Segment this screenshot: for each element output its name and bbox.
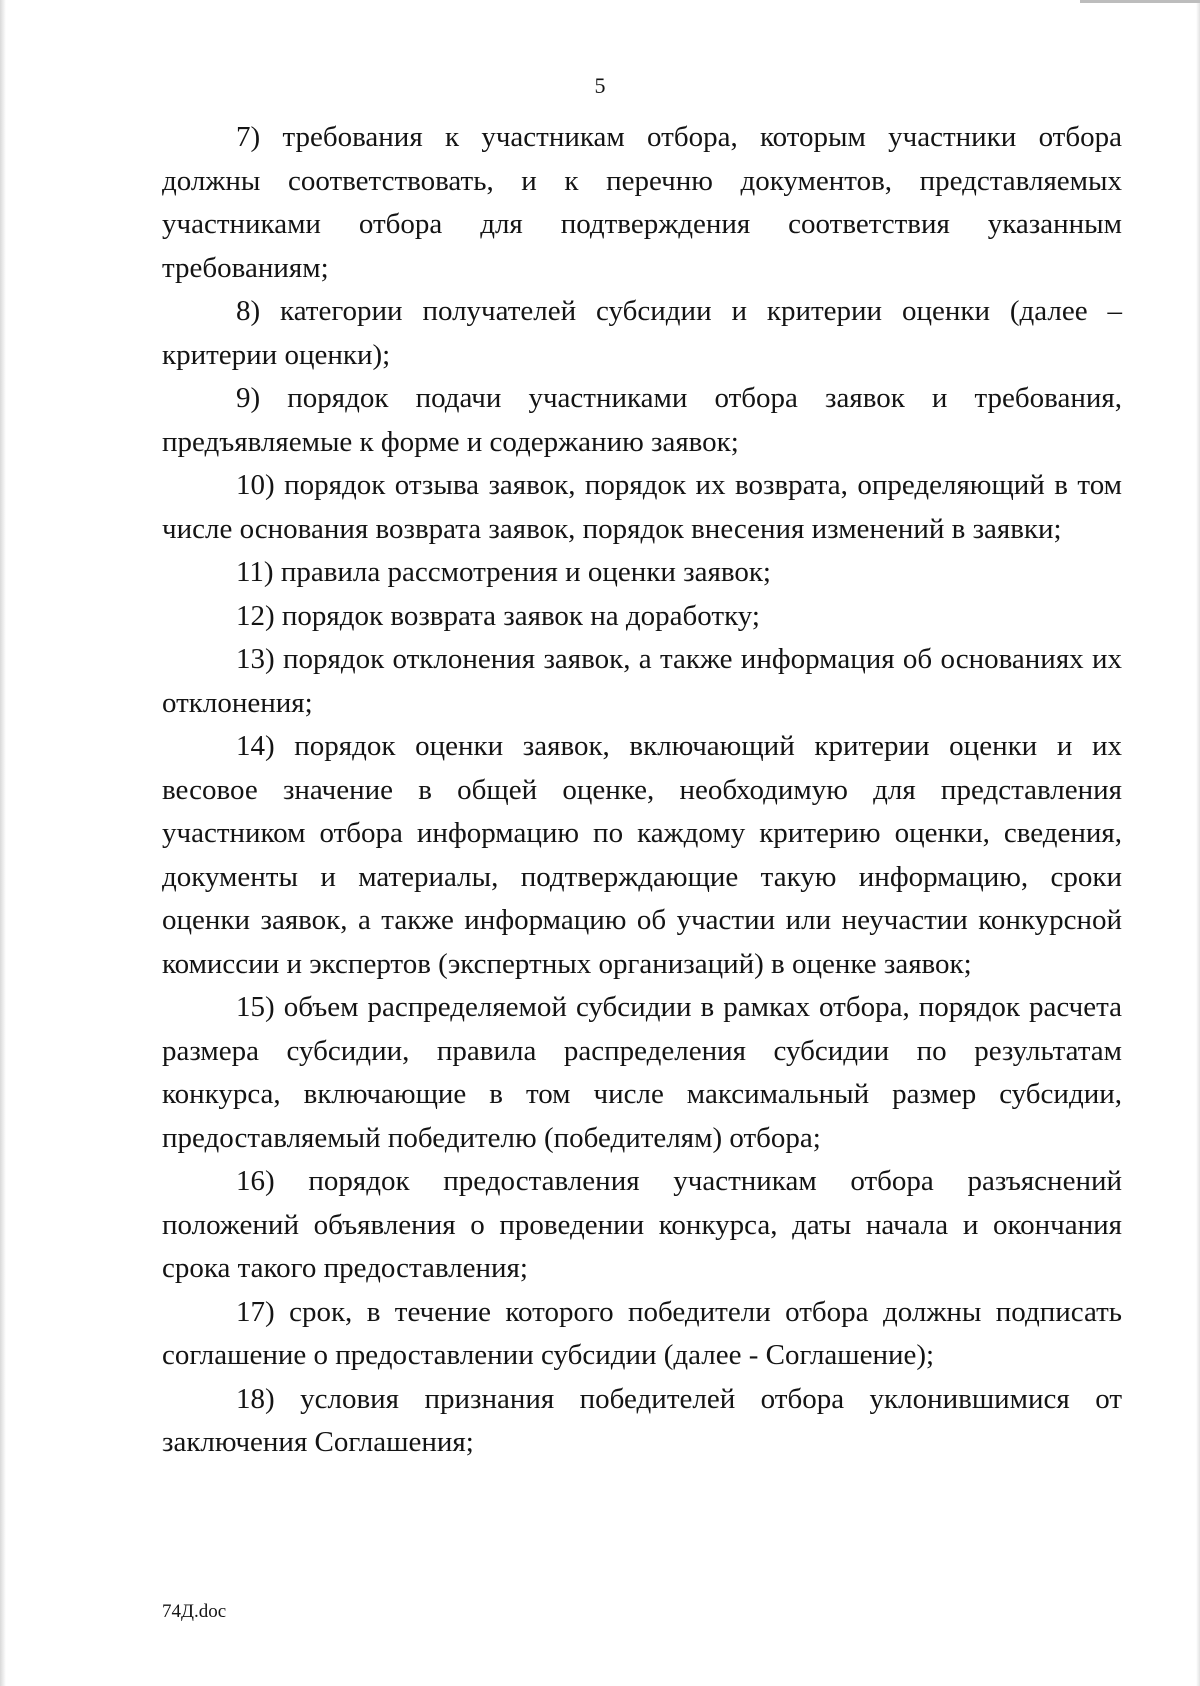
page-number: 5 (594, 73, 606, 98)
list-item-18: 18) условия признания победителей отбора уклонившимися от заключения Соглашения; (162, 1382, 1122, 1458)
list-item-11: 11) правила рассмотрения и оценки заявок; (236, 556, 771, 588)
list-item-9: 9) порядок подачи участниками отбора заявок и требования, предъявляемые к форме и содержанию заявок; (162, 382, 1122, 458)
list-item-17: 17) срок, в течение которого победители отбора должны подписать соглашение о предоставлении субсидии (далее - Соглашение); (162, 1295, 1122, 1371)
list-item-10: 10) порядок отзыва заявок, порядок их возврата, определяющий в том числе основания возврата заявок, порядок внесения изменений в заявки; (162, 469, 1122, 545)
list-item-13: 13) порядок отклонения заявок, а также информация об основаниях их отклонения; (162, 643, 1122, 719)
scan-edge-top (1080, 0, 1200, 3)
list-item-16: 16) порядок предоставления участникам отбора разъяснений положений объявления о проведении конкурса, даты начала и окончания срока такого предоставления; (162, 1165, 1122, 1284)
scan-edge-right (1196, 0, 1200, 1686)
list-item-8: 8) категории получателей субсидии и критерии оценки (далее – критерии оценки); (162, 295, 1122, 371)
document-body (162, 116, 1122, 1465)
list-item-7: 7) требования к участникам отбора, которым участники отбора должны соответствовать, и к перечню документов, представляемых участниками отбора для подтверждения соответствия указанным требованиям; (162, 121, 1122, 284)
footer-filename: 74Д.doc (162, 1601, 227, 1622)
list-item-14: 14) порядок оценки заявок, включающий критерии оценки и их весовое значение в общей оценке, необходимую для представления участником отбора информацию по каждому критерию оценки, сведения, документы и материалы, подтверждающие такую информацию, сроки оценки заявок, а также информацию об участии или неучастии конкурсной комиссии и экспертов (экспертных организаций) в оценке заявок; (162, 730, 1122, 980)
list-item-12: 12) порядок возврата заявок на доработку; (236, 599, 760, 632)
scan-edge-left (0, 0, 6, 1686)
list-item-15: 15) объем распределяемой субсидии в рамках отбора, порядок расчета размера субсидии, правила распределения субсидии по результатам конкурса, включающие в том числе максимальный размер субсидии, предоставляемый победителю (победителям) отбора; (162, 991, 1122, 1154)
